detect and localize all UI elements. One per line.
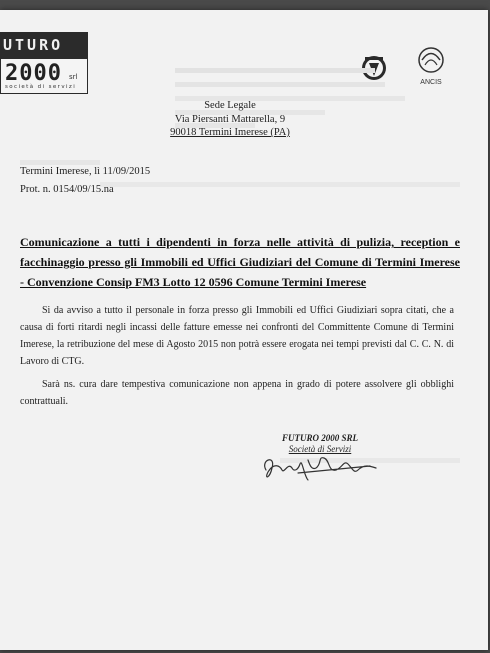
logo-suffix: srl	[69, 73, 78, 81]
registered-office-address	[160, 99, 300, 140]
body-paragraph-2: Sarà ns. cura dare tempestiva comunicazione non appena in grado di potere assolvere gli obblighi contrattuali.	[20, 379, 454, 407]
sede-label: Sede Legale	[204, 100, 256, 111]
letter-page	[0, 10, 488, 650]
company-logo	[0, 32, 88, 94]
ancis-label: ANCIS	[420, 79, 442, 86]
protocol-number: Prot. n. 0154/09/15.na	[20, 184, 114, 195]
signature-company: FUTURO 2000 SRL	[281, 433, 358, 443]
address-street: Via Piersanti Mattarella, 9	[174, 113, 286, 125]
ancis-logo	[414, 45, 448, 95]
address-city: 90018 Termini Imerese (PA)	[170, 127, 290, 138]
body-paragraph-1: Si da avviso a tutto il personale in forza presso gli Immobili ed Uffici Giudiziari sopra citati, che a causa di forti ritardi negli incassi delle fatture emesse nei confronti del Committente Comune di Termini Imerese, la retribuzione del mese di Agosto 2015 non potrà essere erogata nei tempi previsti dal C. C. N. di Lavoro di CTG.	[20, 305, 454, 367]
letter-subject: Comunicazione a tutti i dipendenti in forza nelle attività di pulizia, reception e facchinaggio presso gli Immobili ed Uffici Giudiziari del Comune di Termini Imerese - Convenzione Consip FM3 Lotto 12 0596 Comune Termini Imerese	[20, 235, 460, 289]
ancis-emblem-icon	[414, 45, 448, 77]
handwritten-signature	[258, 440, 388, 485]
logo-top-text: UTURO	[3, 36, 64, 54]
place-date: Termini Imerese, lì 11/09/2015	[20, 166, 151, 177]
logo-number: 2000	[5, 61, 62, 86]
signature-subtitle: Società di Servizi	[288, 444, 352, 454]
logo-subtitle: società di servizi	[5, 84, 77, 90]
